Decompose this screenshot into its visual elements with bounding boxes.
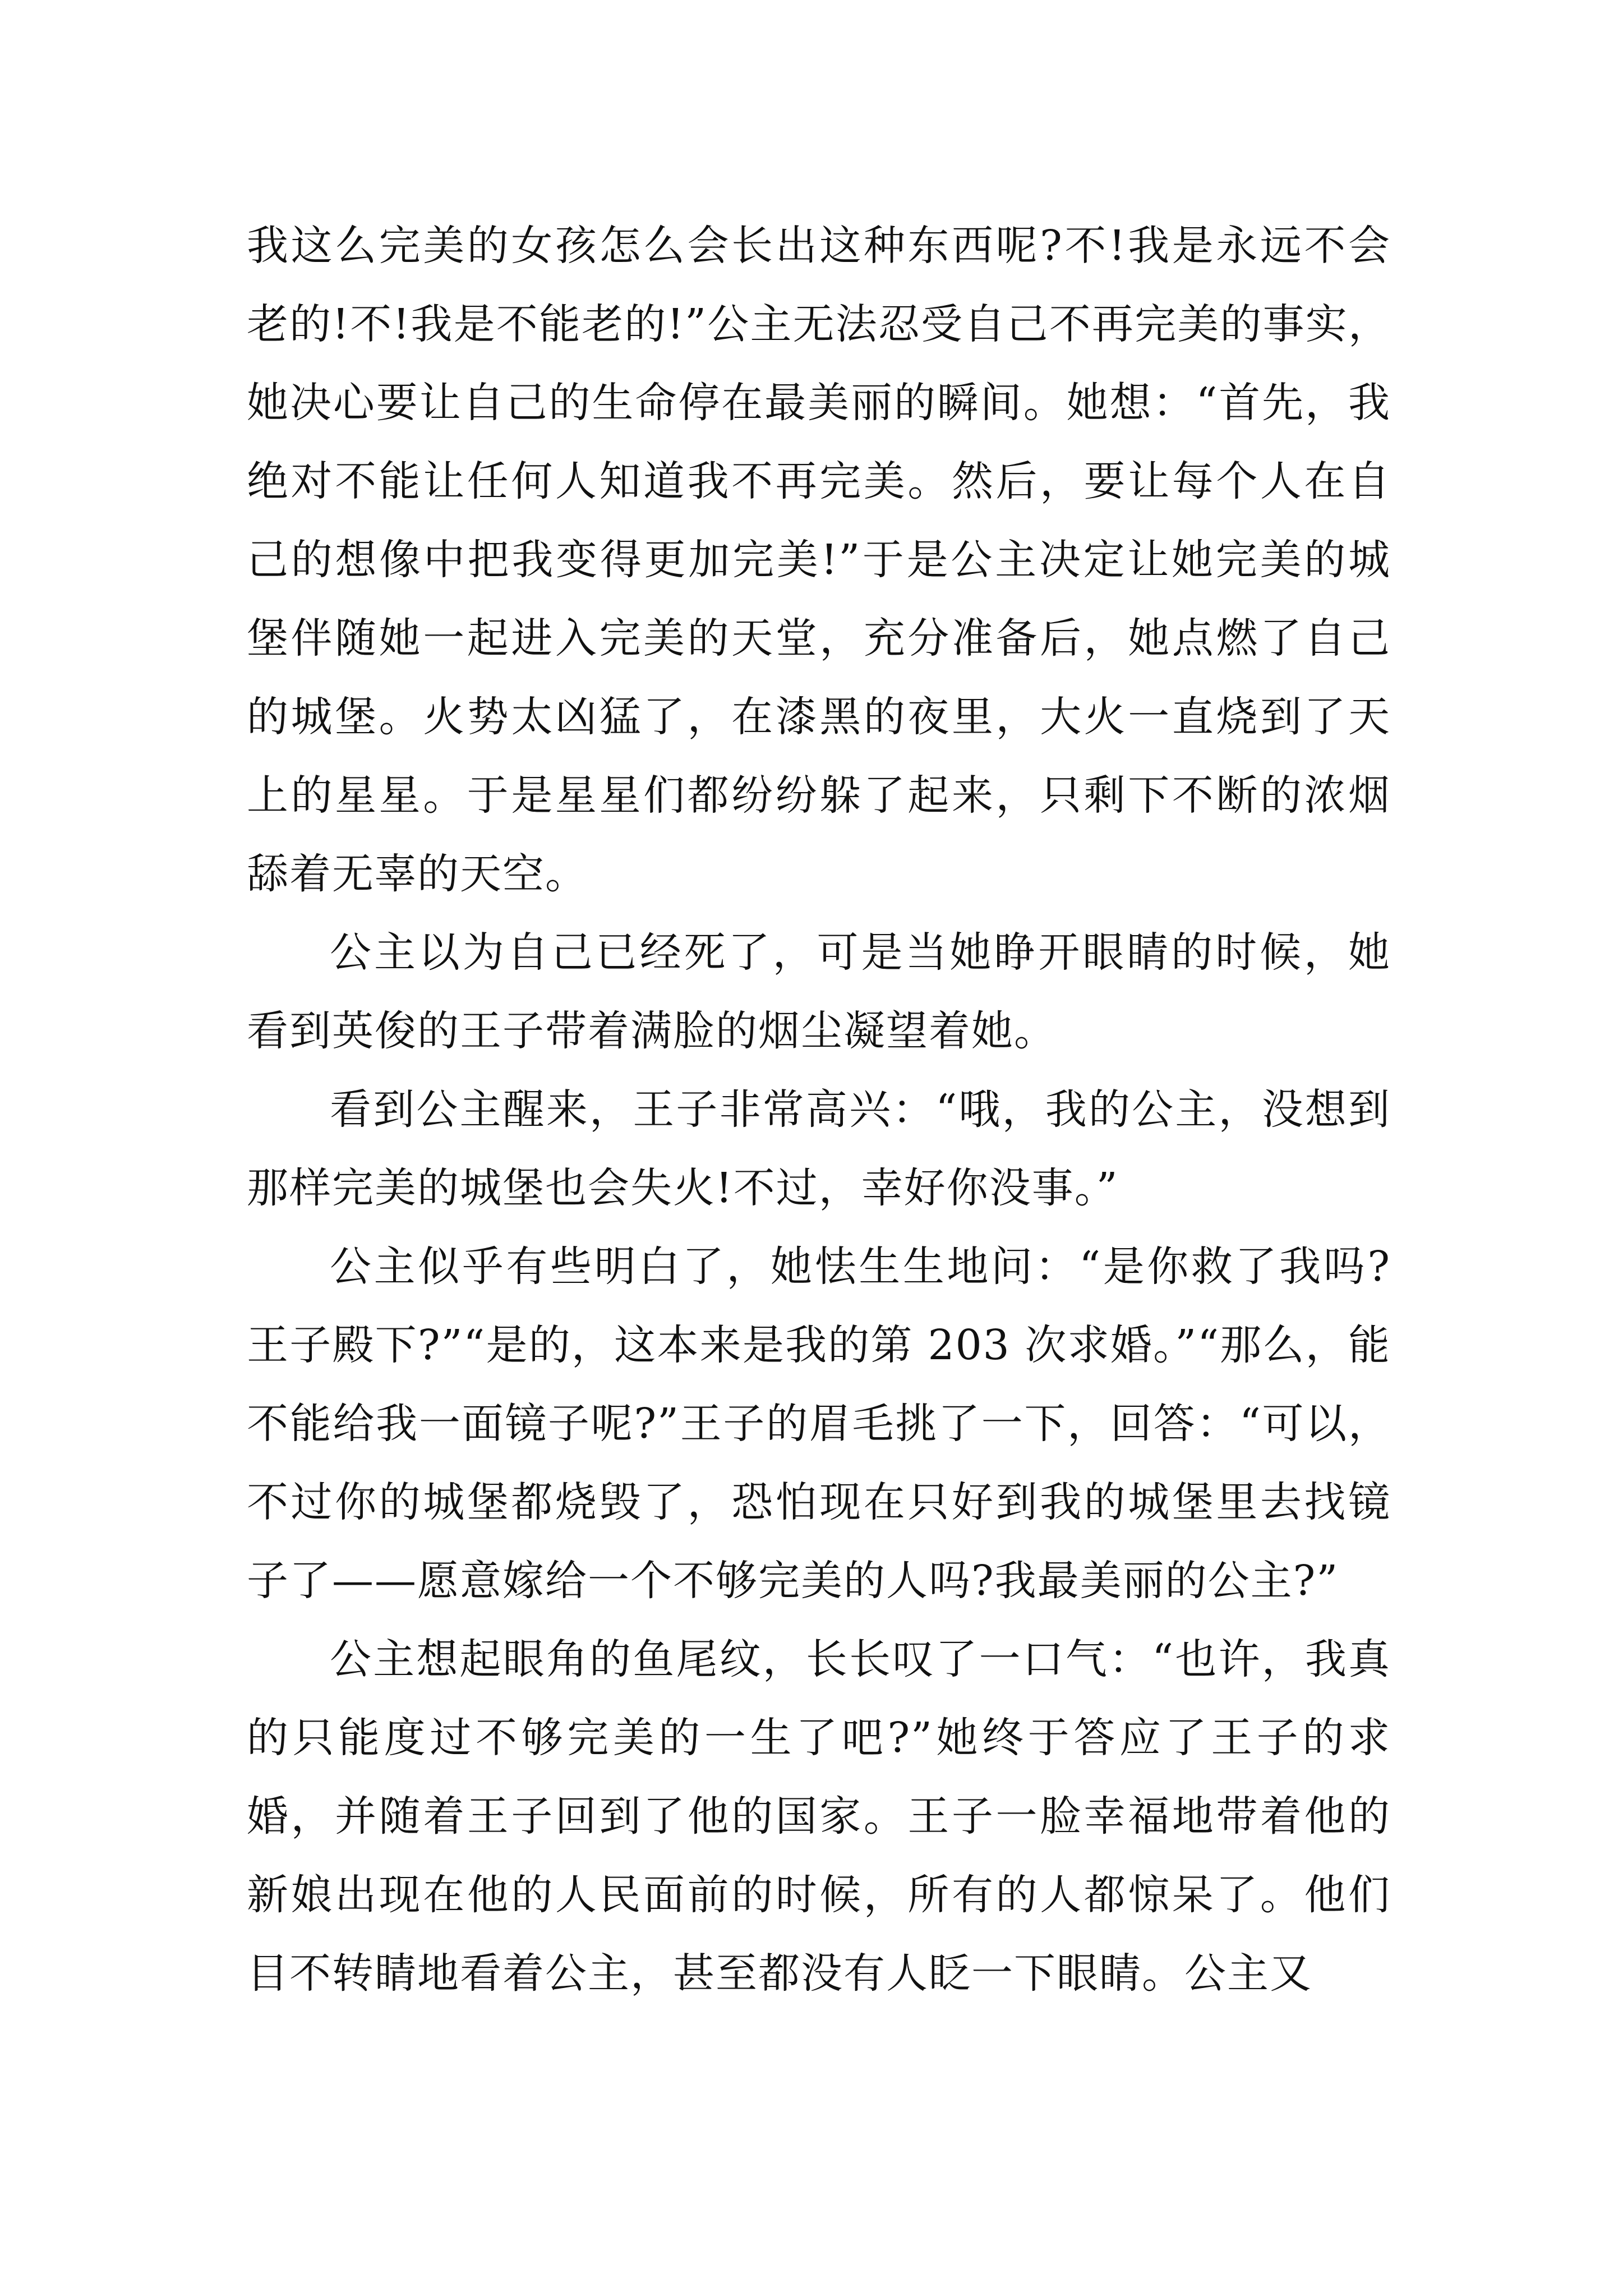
paragraph-4: 公主似乎有些明白了，她怯生生地问：“是你救了我吗?王子殿下?”“是的，这本来是我的第 203 次求婚。”“那么，能不能给我一面镜子呢?”王子的眉毛挑了一下，回答：“可以，不过你的城堡都烧毁了，恐怕现在只好到我的城堡里去找镜子了——愿意嫁给一个不够完美的人吗?我最美丽的公主?” — [247, 1243, 1391, 1605]
paragraph-1: 我这么完美的女孩怎么会长出这种东西呢?不!我是永远不会老的!不!我是不能老的!”公主无法忍受自己不再完美的事实，她决心要让自己的生命停在最美丽的瞬间。她想：“首先，我绝对不能让任何人知道我不再完美。然后，要让每个人在自己的想像中把我变得更加完美!”于是公主决定让她完美的城堡伴随她一起进入完美的天堂，充分准备后，她点燃了自己的城堡。火势太凶猛了，在漆黑的夜里，大火一直烧到了天上的星星。于是星星们都纷纷躲了起来，只剩下不断的浓烟舔着无辜的天空。 — [247, 222, 1391, 898]
paragraph-3: 看到公主醒来，王子非常高兴：“哦，我的公主，没想到那样完美的城堡也会失火!不过，幸好你没事。” — [247, 1085, 1391, 1212]
paragraph-5: 公主想起眼角的鱼尾纹，长长叹了一口气：“也许，我真的只能度过不够完美的一生了吧?”她终于答应了王子的求婚，并随着王子回到了他的国家。王子一脸幸福地带着他的新娘出现在他的人民面前的时候，所有的人都惊呆了。他们目不转睛地看着公主，甚至都没有人眨一下眼睛。公主又 — [247, 1635, 1391, 1998]
body-text — [247, 206, 1391, 2013]
paragraph-2: 公主以为自己已经死了，可是当她睁开眼睛的时候，她看到英俊的王子带着满脸的烟尘凝望着她。 — [247, 928, 1391, 1055]
